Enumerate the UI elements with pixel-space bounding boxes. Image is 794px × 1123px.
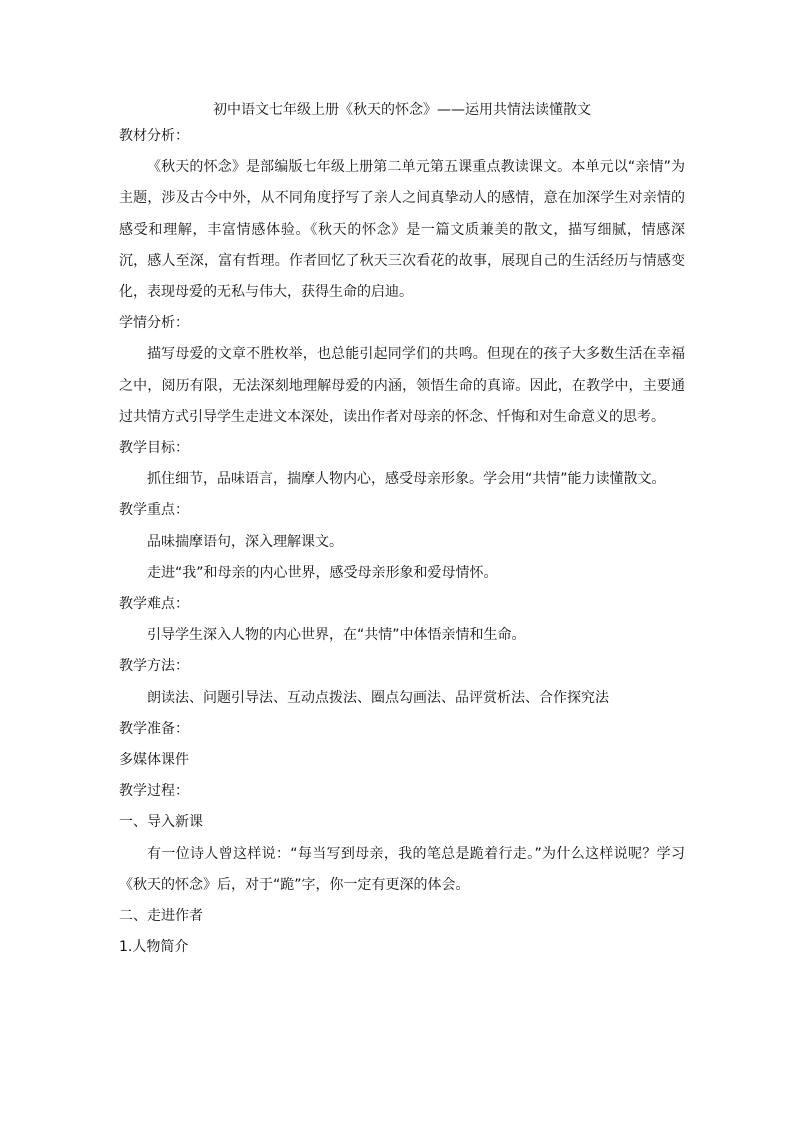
step2-subheading: 1.人物简介 bbox=[119, 939, 189, 956]
students-paragraph: 描写母爱的文章不胜枚举，也总能引起同学们的共鸣。但现在的孩子大多数生活在幸福之中，阅历有限，无法深刻地理解母爱的内涵，领悟生命的真谛。因此，在教学中，主要通过共情方式引导学生走进文本深处，读出作者对母亲的怀念、忏悔和对生命意义的思考。 bbox=[119, 346, 685, 425]
methods-heading: 教学方法： bbox=[119, 658, 189, 675]
process-heading: 教学过程： bbox=[119, 783, 189, 800]
document-title: 初中语文七年级上册《秋天的怀念》——运用共情法读懂散文 bbox=[213, 102, 591, 118]
material-paragraph: 《秋天的怀念》是部编版七年级上册第二单元第五课重点教读课文。本单元以“亲情”为主题，涉及古今中外，从不同角度抒写了亲人之间真挚动人的感情，意在加深学生对亲情的感受和理解，丰富情感体验。《秋天的怀念》是一篇文质兼美的散文，描写细腻，情感深沉，感人至深，富有哲理。作者回忆了秋天三次看花的故事，展现自己的生活经历与情感变化，表现母爱的无私与伟大，获得生命的启迪。 bbox=[119, 159, 685, 301]
step1-paragraph: 有一位诗人曾这样说：“每当写到母亲，我的笔总是跪着行走。”为什么这样说呢？学习《秋天的怀念》后，对于“跪”字，你一定有更深的体会。 bbox=[119, 845, 685, 893]
goals-heading: 教学目标： bbox=[119, 440, 189, 457]
students-heading: 学情分析： bbox=[119, 315, 189, 332]
goals-paragraph: 抓住细节，品味语言，揣摩人物内心，感受母亲形象。学会用“共情”能力读懂散文。 bbox=[147, 471, 666, 488]
material-heading: 教材分析： bbox=[119, 128, 189, 144]
preparation-text: 多媒体课件 bbox=[119, 752, 189, 769]
document-page bbox=[119, 99, 685, 963]
preparation-heading: 教学准备： bbox=[119, 720, 189, 737]
key-point-1: 品味揣摩语句，深入理解课文。 bbox=[147, 533, 343, 550]
difficulty-heading: 教学难点： bbox=[119, 596, 189, 613]
step1-heading: 一、导入新课 bbox=[119, 814, 203, 831]
key-points-heading: 教学重点： bbox=[119, 502, 189, 519]
methods-paragraph: 朗读法、问题引导法、互动点拨法、圈点勾画法、品评赏析法、合作探究法 bbox=[147, 689, 609, 706]
key-point-2: 走进“我”和母亲的内心世界，感受母亲形象和爱母情怀。 bbox=[147, 564, 498, 581]
step2-heading: 二、走进作者 bbox=[119, 908, 203, 925]
difficulty-paragraph: 引导学生深入人物的内心世界，在“共情”中体悟亲情和生命。 bbox=[147, 627, 526, 644]
